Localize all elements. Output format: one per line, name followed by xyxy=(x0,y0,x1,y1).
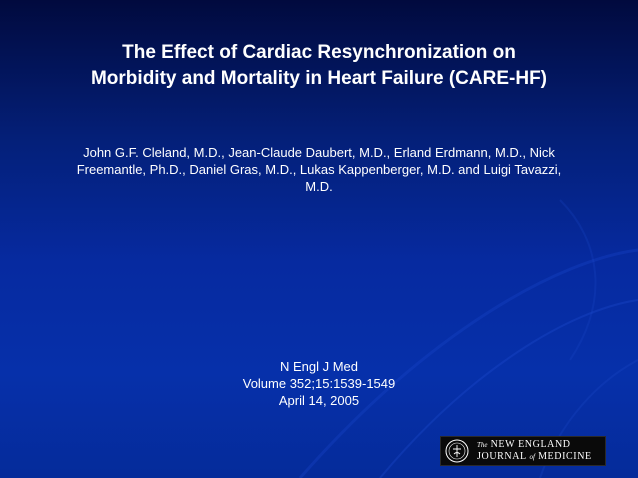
author-line-1: John G.F. Cleland, M.D., Jean-Claude Daubert, M.D., Erland Erdmann, M.D., Nick xyxy=(83,145,555,160)
slide-title xyxy=(20,40,618,92)
logo-new-england: NEW ENGLAND xyxy=(490,439,571,450)
title-line-1: The Effect of Cardiac Resynchronization on xyxy=(122,42,516,63)
logo-journal: JOURNAL xyxy=(477,451,527,462)
nejm-seal-icon xyxy=(445,439,469,463)
logo-of: of xyxy=(529,453,535,461)
citation xyxy=(160,358,478,409)
logo-the: The xyxy=(477,441,488,449)
nejm-wordmark xyxy=(477,439,592,463)
citation-date: April 14, 2005 xyxy=(278,393,360,408)
logo-medicine: MEDICINE xyxy=(538,451,592,462)
title-line-2: Morbidity and Mortality in Heart Failure (CARE-HF) xyxy=(90,68,548,89)
citation-journal: N Engl J Med xyxy=(279,359,359,374)
author-line-2: Freemantle, Ph.D., Daniel Gras, M.D., Lukas Kappenberger, M.D. and Luigi Tavazzi, xyxy=(76,162,562,177)
author-line-3: M.D. xyxy=(305,179,333,194)
author-list xyxy=(40,144,598,195)
citation-volume: Volume 352;15:1539-1549 xyxy=(242,376,396,391)
nejm-logo xyxy=(440,436,606,466)
